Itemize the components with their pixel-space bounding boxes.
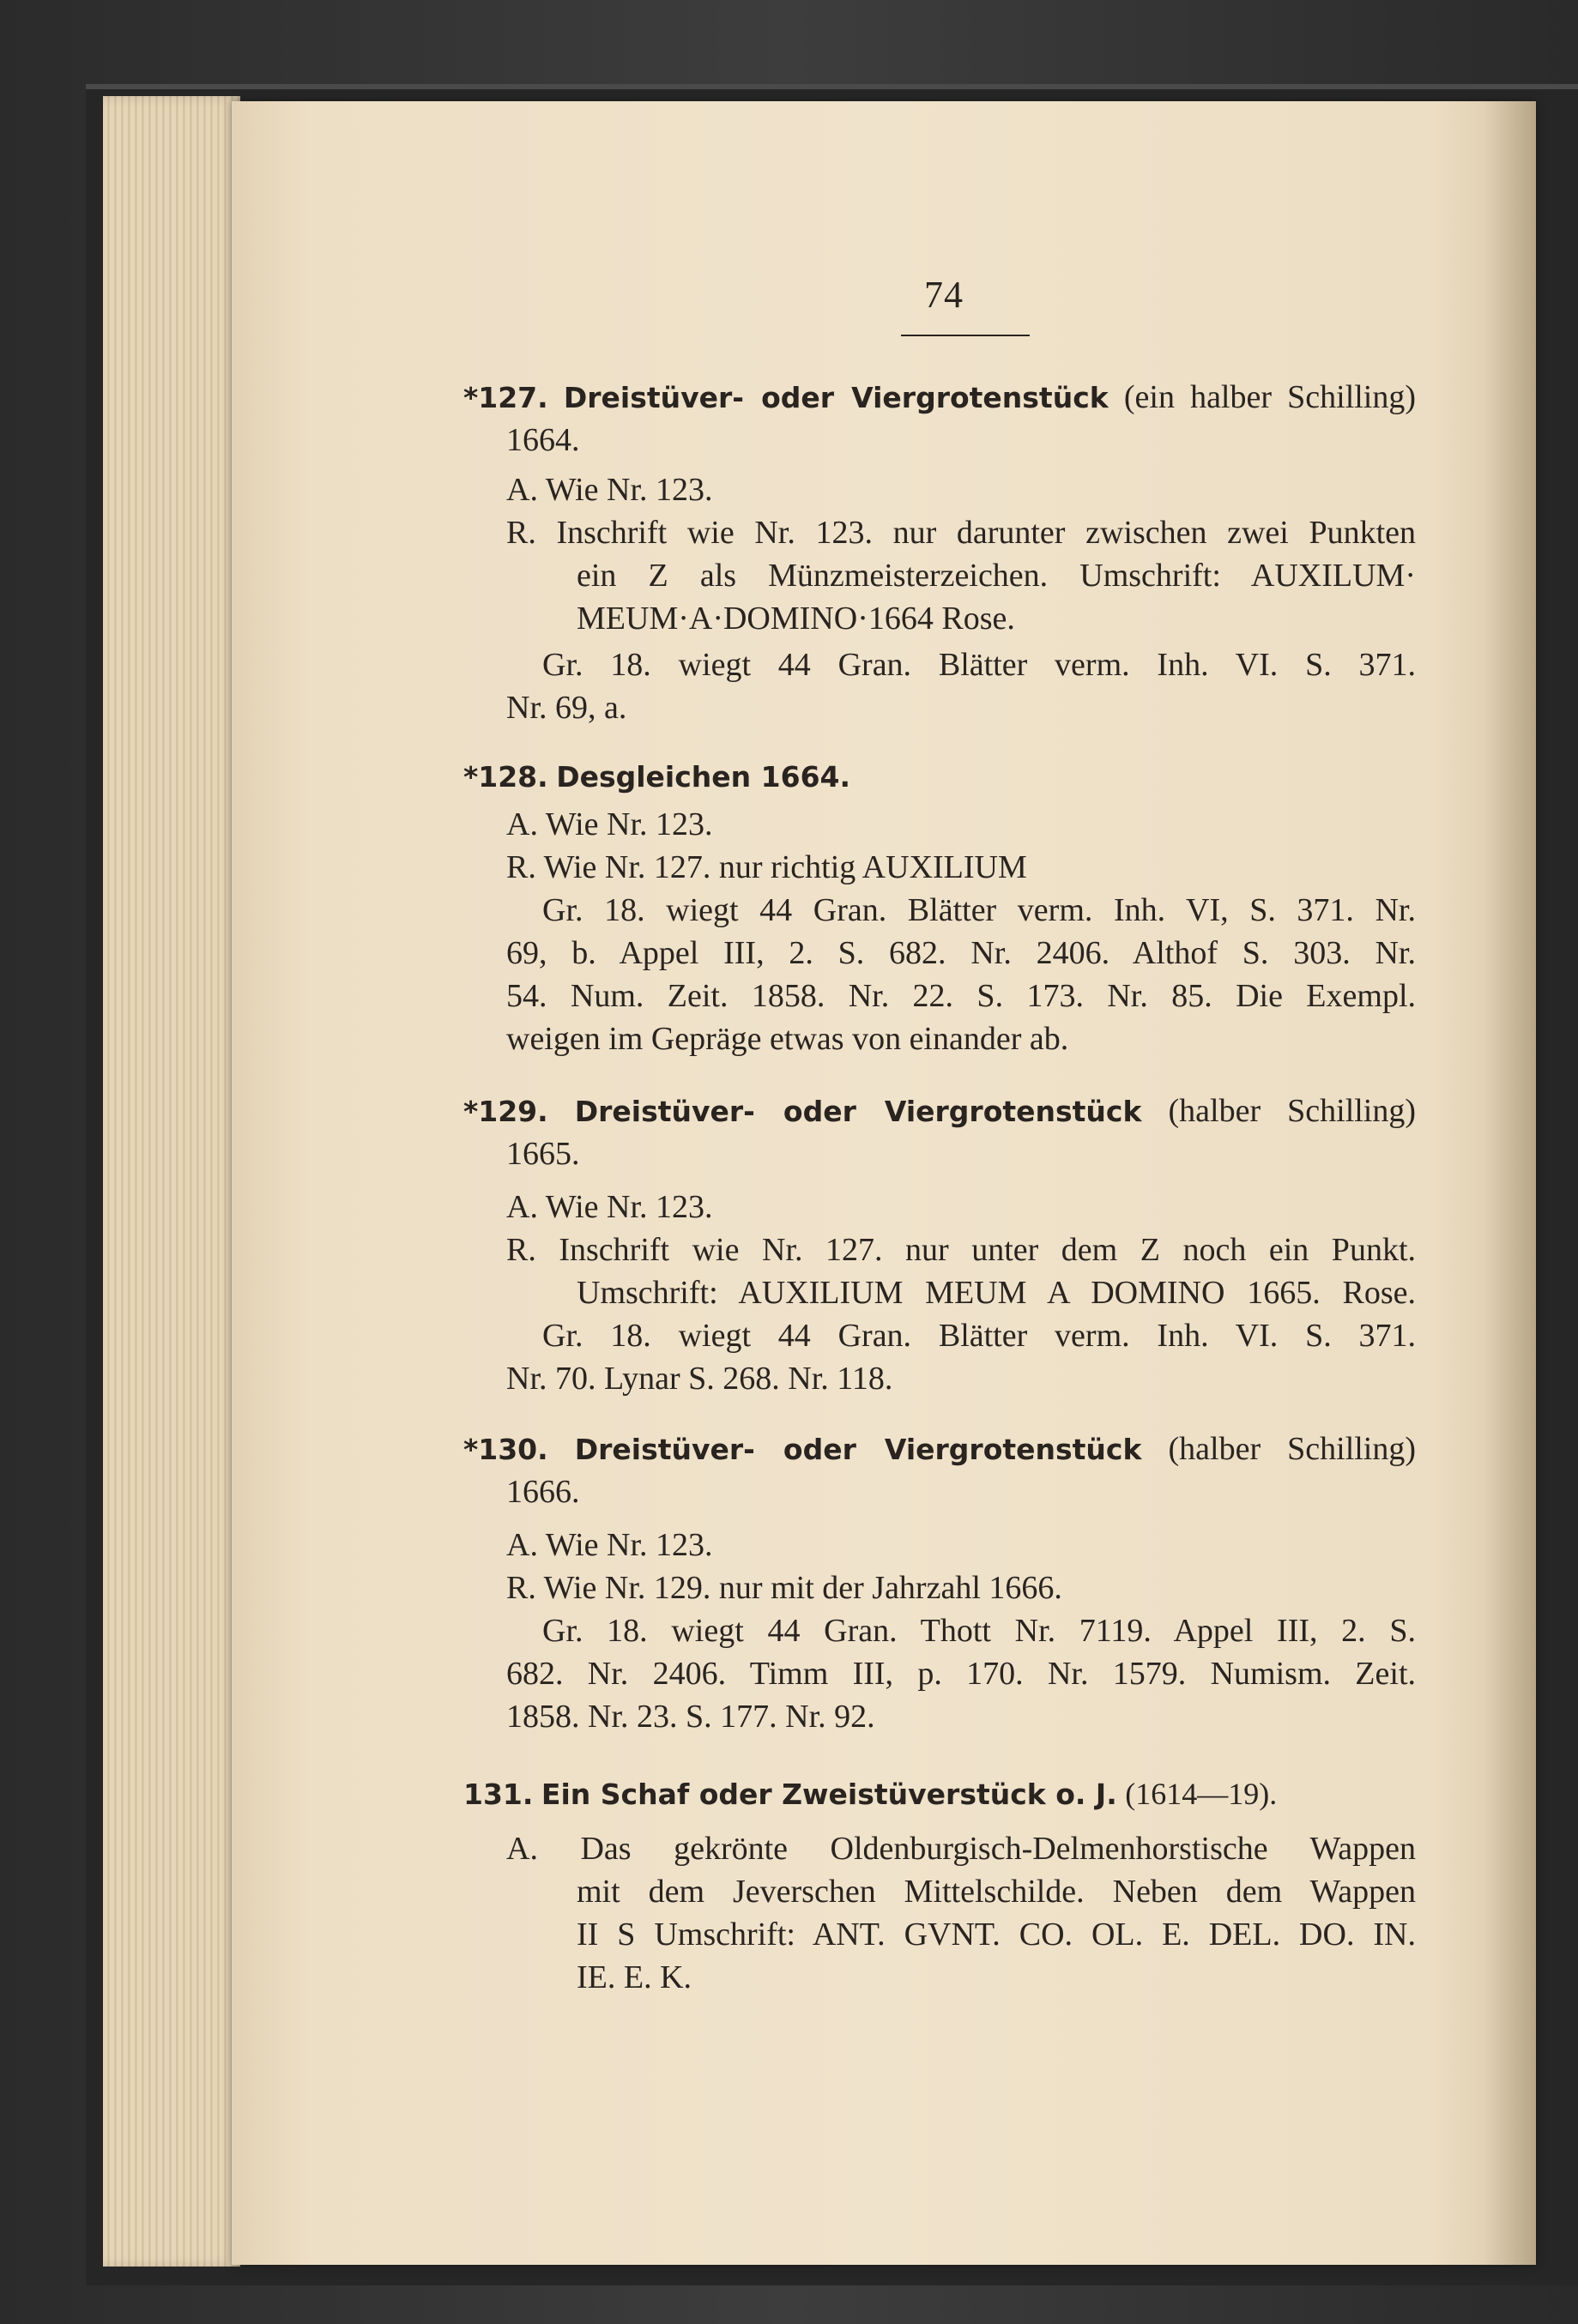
entry-number: 131. [463,1778,534,1811]
entry-number: *129. [463,1095,548,1128]
obverse-line: A. Wie Nr. 123. [506,472,713,508]
obverse-line: A. Wie Nr. 123. [506,806,713,842]
reverse-line-cont: Umschrift: AUXILIUM MEUM A DOMINO 1665. Rose. [577,1275,1416,1311]
entry-heading [463,1090,1416,1132]
entry-title-rest: (halber Schilling) [1168,1431,1416,1467]
obverse-line: A. Wie Nr. 123. [506,1189,713,1225]
reference-line-cont: Nr. 69, a. [506,690,627,726]
spine-shadow [1484,101,1536,2265]
entry-128 [463,755,1416,1060]
obverse-line-cont: II S Umschrift: ANT. GVNT. CO. OL. E. DEL. DO. IN. [577,1917,1416,1953]
reverse-line: R. Wie Nr. 129. nur mit der Jahrzahl 1666. [506,1570,1062,1606]
page-number: 74 [924,274,964,316]
entry-title: Dreistüver- oder Viergrotenstück [574,1433,1142,1466]
entry-number: *130. [463,1433,548,1466]
reference-line-cont: 1858. Nr. 23. S. 177. Nr. 92. [506,1699,875,1735]
entry-title-rest: (halber Schilling) [1168,1093,1416,1129]
reverse-line-cont: ein Z als Münzmeisterzeichen. Umschrift: AUXILUM· [577,558,1416,594]
reverse-line: R. Wie Nr. 127. nur richtig AUXILIUM [506,849,1027,885]
entry-title: Desgleichen 1664. [556,760,851,794]
reverse-line: R. Inschrift wie Nr. 127. nur unter dem Z noch ein Punkt. [506,1232,1416,1268]
reference-line-cont: Nr. 70. Lynar S. 268. Nr. 118. [506,1361,893,1397]
entry-129 [463,1090,1416,1400]
entry-title: Ein Schaf oder Zweistüverstück o. J. [541,1778,1117,1811]
entry-131 [463,1772,1416,1999]
entry-heading [463,376,1416,419]
entry-heading-continuation: 1665. [506,1136,580,1172]
entry-title-rest: (ein halber Schilling) [1123,379,1416,415]
entry-130 [463,1428,1416,1738]
reverse-line: R. Inschrift wie Nr. 123. nur darunter zwischen zwei Punkten [506,515,1416,551]
reference-line-cont: 682. Nr. 2406. Timm III, p. 170. Nr. 1579. Numism. Zeit. [506,1656,1416,1692]
reference-line: Gr. 18. wiegt 44 Gran. Blätter verm. Inh. VI. S. 371. [542,647,1416,683]
reference-line: Gr. 18. wiegt 44 Gran. Blätter verm. Inh. VI. S. 371. [542,1318,1416,1354]
entry-heading-continuation: 1664. [506,422,580,458]
reference-line: Gr. 18. wiegt 44 Gran. Blätter verm. Inh. VI, S. 371. Nr. [542,892,1416,928]
obverse-line-cont: IE. E. K. [577,1959,692,1995]
obverse-line: A. Wie Nr. 123. [506,1527,713,1563]
page-number-rule [901,335,1030,336]
entry-title: Dreistüver- oder Viergrotenstück [574,1095,1142,1128]
reverse-line-cont: MEUM·A·DOMINO·1664 Rose. [577,601,1015,637]
reference-line: Gr. 18. wiegt 44 Gran. Thott Nr. 7119. Appel III, 2. S. [542,1613,1416,1649]
entry-number: *128. [463,760,548,794]
obverse-line-cont: mit dem Jeverschen Mittelschilde. Neben dem Wappen [577,1874,1416,1910]
entry-127 [463,376,1416,729]
reference-line-cont: 69, b. Appel III, 2. S. 682. Nr. 2406. Althof S. 303. Nr. [506,935,1416,971]
entry-title-rest: (1614—19). [1125,1777,1278,1811]
entry-number: *127. [463,381,548,414]
entry-title: Dreistüver- oder Viergrotenstück [563,381,1109,414]
entry-heading [463,1428,1416,1470]
page-edges [103,96,240,2267]
entry-heading [463,755,1416,798]
reference-line-cont: 54. Num. Zeit. 1858. Nr. 22. S. 173. Nr. 85. Die Exempl. [506,978,1416,1014]
entry-heading [463,1772,1416,1815]
reference-line-cont: weigen im Gepräge etwas von einander ab. [506,1021,1069,1057]
obverse-line: A. Das gekrönte Oldenburgisch-Delmenhorstische Wappen [506,1831,1416,1867]
entry-heading-continuation: 1666. [506,1474,580,1510]
